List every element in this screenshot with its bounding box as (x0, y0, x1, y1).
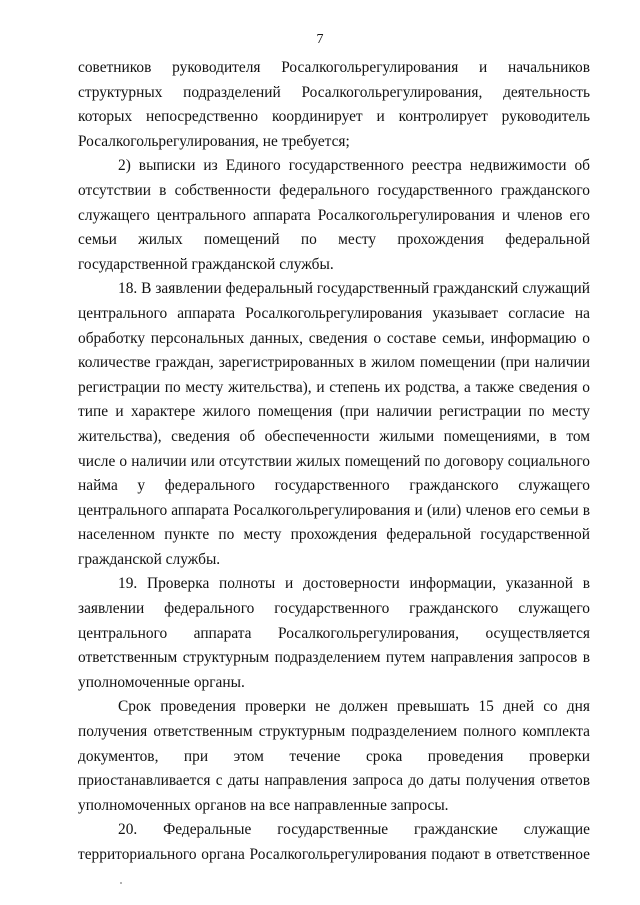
paragraph-continuation: советников руководителя Росалкогольрегулирования и начальников структурных подразделений Росалкогольрегулирования, деятельность которых непосредственно координирует и контролирует руководитель Росалкогольрегулирования, не требуется; (78, 59, 590, 150)
paragraph-clause-19: 19. Проверка полноты и достоверности информации, указанной в заявлении федерального государственного гражданского служащего центрального аппарата Росалкогольрегулирования, осуществляется ответственным структурным подразделением путем направления запросов в уполномоченные органы. (78, 575, 590, 691)
scan-artifact (120, 882, 122, 884)
document-body (78, 56, 590, 868)
paragraph-clause-19-term: Срок проведения проверки не должен превышать 15 дней со дня получения ответственным структурным подразделением полного комплекта документов, при этом течение срока проведения проверки приостанавливается с даты направления запроса до даты получения ответов уполномоченных органов на все направленные запросы. (78, 698, 590, 814)
paragraph-clause-18: 18. В заявлении федеральный государственный гражданский служащий центрального аппарата Росалкогольрегулирования указывает согласие на обработку персональных данных, сведения о составе семьи, информацию о количестве граждан, зарегистрированных в жилом помещении (при наличии регистрации по месту жительства), и степень их родства, а также сведения о типе и характере жилого помещения (при наличии регистрации по месту жительства), сведения об обеспеченности жилыми помещениями, в том числе о наличии или отсутствии жилых помещений по договору социального найма у федерального государственного гражданского служащего центрального аппарата Росалкогольрегулирования и (или) членов его семьи в населенном пункте по месту прохождения федеральной государственной гражданской службы. (78, 280, 590, 568)
page-number: 7 (316, 32, 324, 47)
paragraph-item-2: 2) выписки из Единого государственного реестра недвижимости об отсутствии в собственности федерального государственного гражданского служащего центрального аппарата Росалкогольрегулирования и членов его семьи жилых помещений по месту прохождения федеральной государственной гражданской службы. (78, 157, 590, 273)
paragraph-clause-20: 20. Федеральные государственные гражданские служащие территориального органа Росалкогольрегулирования подают в ответственное (78, 821, 590, 863)
